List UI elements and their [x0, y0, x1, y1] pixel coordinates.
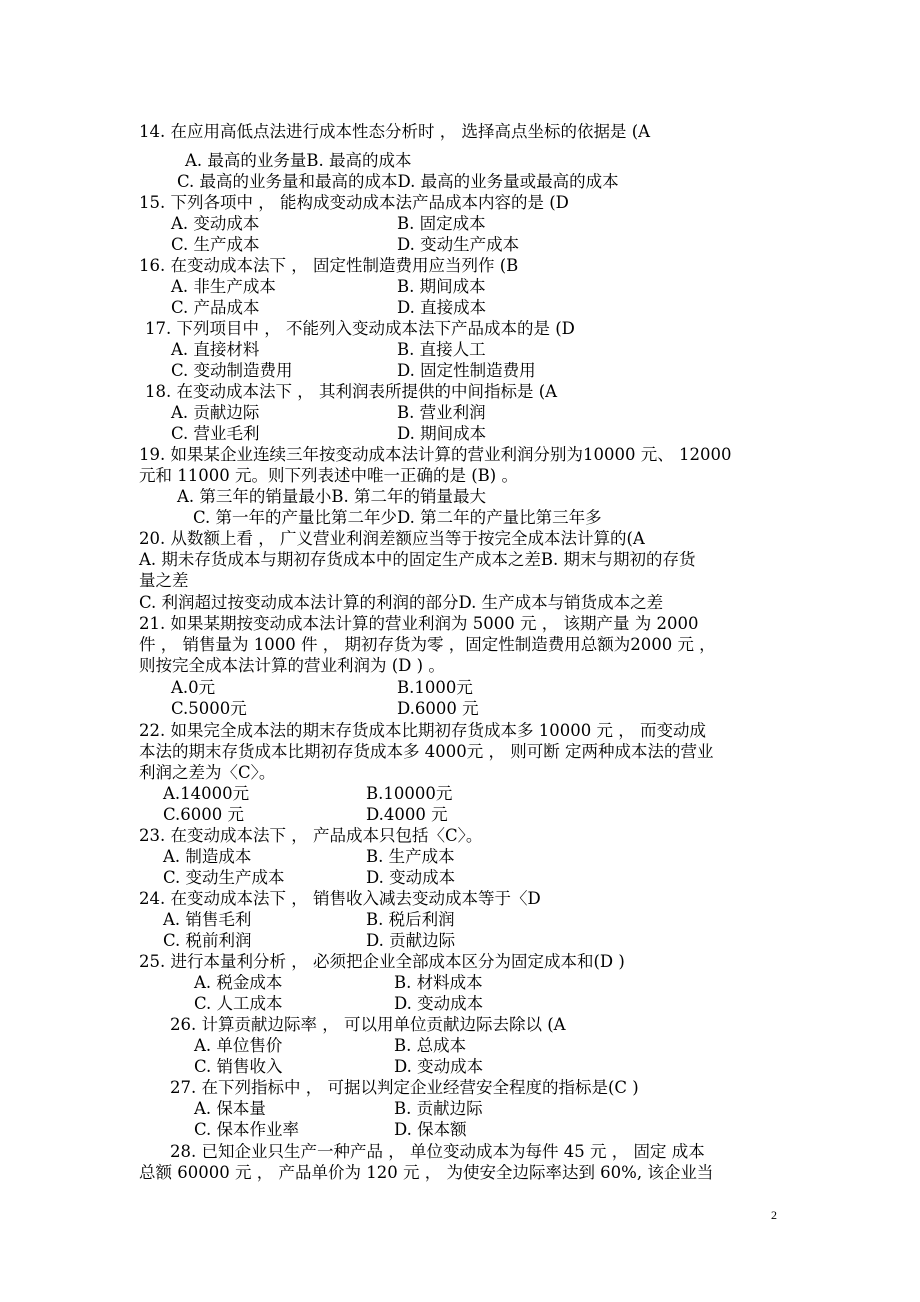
question-16-option-a: A. 非生产成本	[171, 277, 276, 296]
question-19-line-1: 19. 如果某企业连续三年按变动成本法计算的营业利润分别为10000 元、 12000	[139, 445, 732, 464]
question-24-option-c: C. 税前利润	[163, 931, 252, 950]
question-17-option-a: A. 直接材料	[171, 340, 260, 359]
question-17-option-c: C. 变动制造费用	[171, 361, 293, 380]
question-25-option-a: A. 税金成本	[194, 973, 283, 992]
question-21-option-b: B.1000元	[397, 678, 473, 697]
question-17-option-b: B. 直接人工	[397, 340, 486, 359]
question-27-option-c: C. 保本作业率	[194, 1120, 300, 1139]
question-22-line-3: 利润之差为〈C〉。	[139, 763, 276, 782]
question-27-option-b: B. 贡献边际	[394, 1099, 483, 1118]
question-24-stem: 24. 在变动成本法下 ， 销售收入减去变动成本等于〈D	[139, 889, 541, 908]
question-15-stem: 15. 下列各项中 ， 能构成变动成本法产品成本内容的是 (D	[139, 193, 569, 212]
question-24-option-a: A. 销售毛利	[163, 910, 252, 929]
question-20-line-3: 量之差	[139, 571, 189, 590]
question-28-line-1: 28. 已知企业只生产一种产品 ， 单位变动成本为每件 45 元 ， 固定 成本	[170, 1142, 705, 1161]
question-21-line-1: 21. 如果某期按变动成本法计算的营业利润为 5000 元 ， 该期产量 为 2000	[139, 614, 699, 633]
question-19-options-cd: C. 第一年的产量比第二年少D. 第二年的产量比第三年多	[193, 508, 602, 527]
question-21-option-a: A.0元	[171, 678, 216, 697]
question-15-option-a: A. 变动成本	[171, 214, 260, 233]
question-26-option-c: C. 销售收入	[194, 1057, 283, 1076]
question-14-options-ab: A. 最高的业务量B. 最高的成本	[185, 151, 412, 170]
question-14-options-cd: C. 最高的业务量和最高的成本D. 最高的业务量或最高的成本	[177, 172, 619, 191]
question-19-options-ab: A. 第三年的销量最小B. 第二年的销量最大	[177, 487, 487, 506]
question-27-stem: 27. 在下列指标中 ， 可据以判定企业经营安全程度的指标是(C )	[170, 1078, 639, 1097]
question-25-option-b: B. 材料成本	[394, 973, 483, 992]
question-27-option-d: D. 保本额	[394, 1120, 467, 1139]
question-16-stem: 16. 在变动成本法下 ， 固定性制造费用应当列作 (B	[139, 256, 519, 275]
page-number: 2	[771, 1208, 777, 1222]
question-16-option-d: D. 直接成本	[397, 298, 487, 317]
question-21-option-c: C.5000元	[171, 699, 247, 718]
question-23-option-d: D. 变动成本	[366, 868, 456, 887]
question-23-option-a: A. 制造成本	[163, 847, 252, 866]
question-17-option-d: D. 固定性制造费用	[397, 361, 536, 380]
question-22-line-1: 22. 如果完全成本法的期末存货成本比期初存货成本多 10000 元 ， 而变动成	[139, 721, 706, 740]
question-22-option-d: D.4000 元	[366, 805, 448, 824]
question-20-stem: 20. 从数额上看 ， 广义营业利润差额应当等于按完全成本法计算的(A	[139, 529, 645, 548]
question-21-option-d: D.6000 元	[397, 699, 479, 718]
question-24-option-b: B. 税后利润	[366, 910, 455, 929]
question-28-line-2: 总额 60000 元 ， 产品单价为 120 元 ， 为使安全边际率达到 60%, 该企业当	[139, 1163, 714, 1182]
question-19-line-2: 元和 11000 元。则下列表述中唯一正确的是 (B) 。	[139, 466, 518, 485]
question-25-option-d: D. 变动成本	[394, 994, 484, 1013]
question-20-line-2: A. 期未存货成本与期初存货成本中的固定生产成本之差B. 期末与期初的存货	[139, 550, 696, 569]
question-18-stem: 18. 在变动成本法下 ， 其利润表所提供的中间指标是 (A	[145, 382, 558, 401]
question-15-option-b: B. 固定成本	[397, 214, 486, 233]
question-18-option-c: C. 营业毛利	[171, 424, 260, 443]
question-15-option-c: C. 生产成本	[171, 235, 260, 254]
question-23-option-b: B. 生产成本	[366, 847, 455, 866]
question-18-option-b: B. 营业利润	[397, 403, 486, 422]
question-26-option-a: A. 单位售价	[194, 1036, 283, 1055]
question-20-line-4: C. 利润超过按变动成本法计算的利润的部分D. 生产成本与销货成本之差	[139, 593, 664, 612]
question-14-stem: 14. 在应用高低点法进行成本性态分析时 ， 选择高点坐标的依据是 (A	[139, 122, 651, 141]
question-27-option-a: A. 保本量	[194, 1099, 266, 1118]
question-23-stem: 23. 在变动成本法下 ， 产品成本只包括〈C〉。	[139, 826, 483, 845]
question-25-option-c: C. 人工成本	[194, 994, 283, 1013]
question-15-option-d: D. 变动生产成本	[397, 235, 520, 254]
question-22-option-b: B.10000元	[366, 784, 453, 803]
question-16-option-b: B. 期间成本	[397, 277, 486, 296]
question-21-line-3: 则按完全成本法计算的营业利润为 (D ) 。	[139, 656, 445, 675]
question-24-option-d: D. 贡献边际	[366, 931, 456, 950]
question-22-option-a: A.14000元	[163, 784, 250, 803]
question-18-option-a: A. 贡献边际	[171, 403, 260, 422]
question-21-line-2: 件 ， 销售量为 1000 件 ， 期初存货为零 ，固定性制造费用总额为2000 元 ，	[139, 635, 716, 654]
question-22-option-c: C.6000 元	[163, 805, 245, 824]
question-26-option-d: D. 变动成本	[394, 1057, 484, 1076]
question-23-option-c: C. 变动生产成本	[163, 868, 285, 887]
question-17-stem: 17. 下列项目中 ， 不能列入变动成本法下产品成本的是 (D	[145, 319, 575, 338]
question-16-option-c: C. 产品成本	[171, 298, 260, 317]
question-18-option-d: D. 期间成本	[397, 424, 487, 443]
question-26-stem: 26. 计算贡献边际率 ， 可以用单位贡献边际去除以 (A	[170, 1015, 566, 1034]
question-26-option-b: B. 总成本	[394, 1036, 467, 1055]
question-25-stem: 25. 进行本量利分析 ， 必须把企业全部成本区分为固定成本和(D )	[139, 952, 625, 971]
question-22-line-2: 本法的期末存货成本比期初存货成本多 4000元 ， 则可断 定两种成本法的营业	[139, 742, 714, 761]
